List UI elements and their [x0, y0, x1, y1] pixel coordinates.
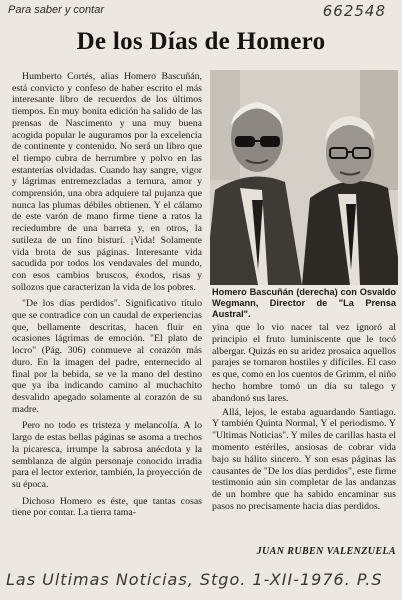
- section-label: Para saber y contar: [8, 4, 104, 16]
- article-photo: [210, 70, 398, 285]
- author-byline: JUAN RUBEN VALENZUELA: [256, 546, 396, 557]
- paragraph: Dichoso Homero es éste, que tantas cosas tiene por contar. La tierra tama-: [12, 495, 202, 519]
- archive-number: 662548: [322, 2, 386, 20]
- article-title: De los Días de Homero: [76, 28, 326, 55]
- article-right-column: [212, 322, 396, 513]
- paragraph: yina que lo vio nacer tal vez ignoró al principio el fruto luminiscente que le tocó albergar. Quizás en su aridez prosaica aquellos parajes se tornaron hostiles y difíciles. El caso es que, como en los cuentos de Grimm, el niño hecho hombre tomó un día su talego y abandonó sus lares.: [212, 322, 396, 404]
- paragraph: Pero no todo es tristeza y melancolía. A lo largo de estas bellas páginas se asoma a trechos la picaresca, irrumpe la sabrosa anécdota y la semblanza de algún personaje conocido irradia para el lector exterior, también, la proyección de su época.: [12, 420, 202, 490]
- photo-illustration: [210, 70, 398, 285]
- paragraph: Allá, lejos, le estaba aguardando Santiago. Y también Quinta Normal, Y el periodismo. Y "Ultimas Noticias". Y miles de carillas hasta el momento estériles, ansiosas de cobrar vida bajo su hálito sincero. Y son esas páginas las causantes de "De los días perdidos", este firme testimonio aún sin completar de las andanzas de un hombre que ha sabido encaminar sus pasos no precisamente hacia días perdidos.: [212, 406, 396, 512]
- paragraph: "De los días perdidos". Significativo título que se contradice con un caudal de experiencias que, bellamente descritas, hacen fluir en ocasiones lágrimas de emoción. "El plato de locro" (Pág. 306) conmueve al corazón más duro. En la imagen del padre, enternecido al final por la bebida, se ve la mano del destino que ya iba indicando camino al muchachito desvalido apegado solamente al corazón de su madre.: [12, 298, 202, 415]
- photo-caption: Homero Bascuñán (derecha) con Osvaldo Wegmann, Director de "La Prensa Austral".: [212, 287, 396, 319]
- article-left-column: [12, 71, 202, 519]
- handwritten-source-note: Las Ultimas Noticias, Stgo. 1-XII-1976. P.S: [6, 570, 383, 589]
- paragraph: Humberto Cortés, alias Homero Bascuñán, está convicto y confeso de haber escrito el más interesante libro de recuerdos de los últimos tiempos. En muy bonita edición ha salido de las prensas de Nascimento y una muy buena acogida popular le auguramos por la excelencia de continente y contenido. No será un libro que el tiempo cubra de herrumbre y polvo en las estanterías olvidadas. Cuando hay sangre, vigor y lágrimas entremezcladas a ternura, amor y comprensión, una obra adquiere tal pujanza que nunca las plumas débiles obtienen. Y el cálamo de este varón de mano firme tiene a ratos la reciedumbre de una barreta y, en otros, la sutileza de un fino bisturí. ¡Vida! Solamente vida brota de sus páginas. Interesante vida sacudida por todos los vendavales del mundo, con esos cambios bruscos, éxodos, risas y sollozos que caracterizan la vida de los pobres.: [12, 71, 202, 293]
